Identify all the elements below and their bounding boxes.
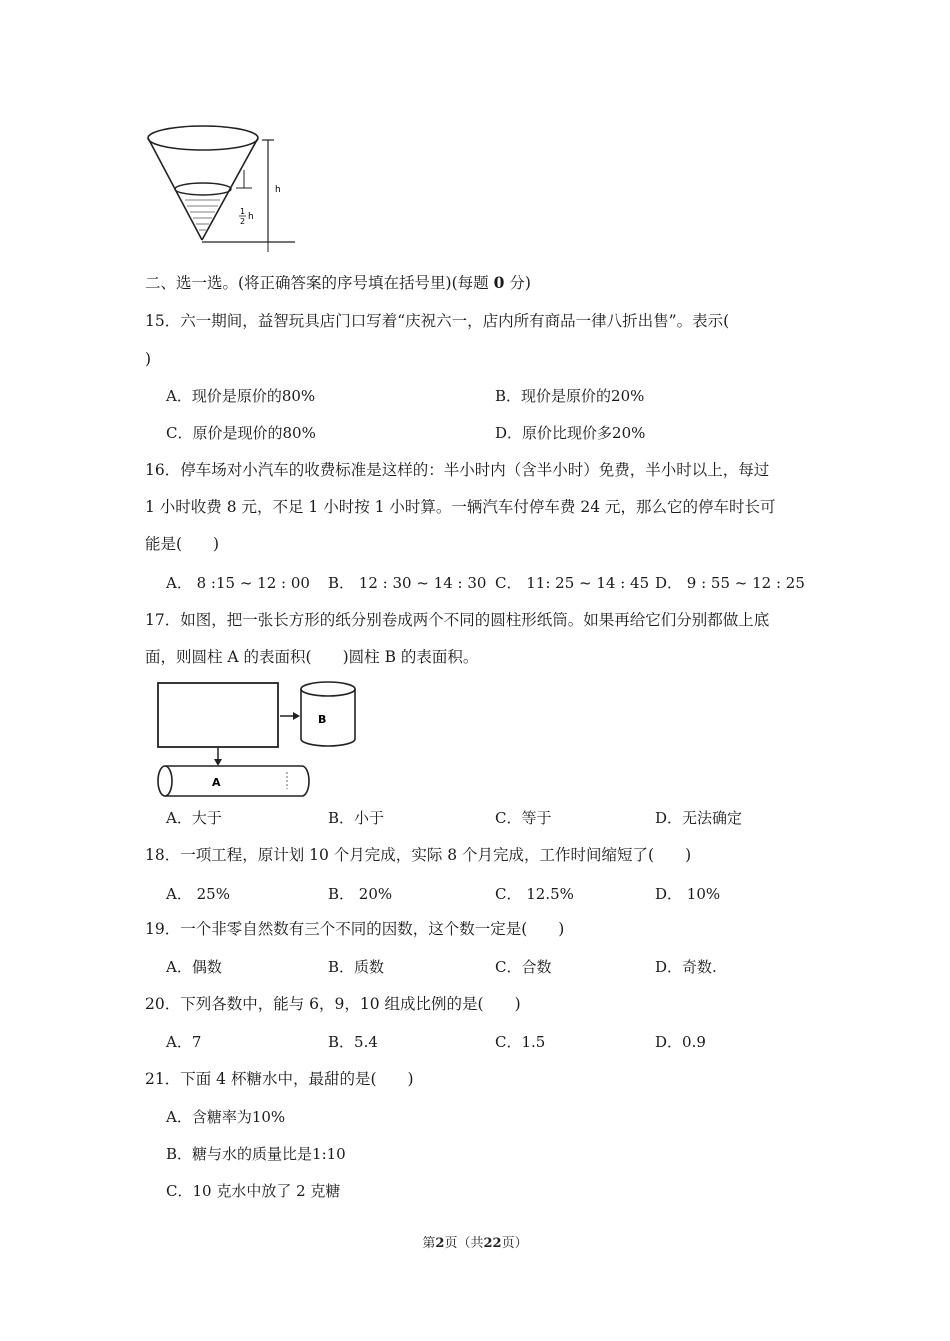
q18-option-a[interactable]: A． 25%	[166, 885, 230, 903]
label-half-den: 2	[240, 217, 246, 226]
water-surface-ellipse	[175, 183, 231, 195]
q20-option-b[interactable]: B．5.4	[328, 1033, 378, 1051]
q21-option-b[interactable]: B．糖与水的质量比是1:10	[166, 1145, 346, 1163]
q20-option-d[interactable]: D．0.9	[655, 1033, 706, 1051]
q15-option-a[interactable]: A．现价是原价的80%	[166, 387, 316, 405]
q18-option-b[interactable]: B． 20%	[328, 885, 393, 903]
question-15: 15．六一期间，益智玩具店门口写着“庆祝六一，店内所有商品一律八折出售”。表示(	[145, 312, 730, 330]
q21-option-c[interactable]: C．10 克水中放了 2 克糖	[166, 1182, 341, 1200]
page-footer: 第2页（共22页）	[422, 1236, 528, 1251]
q16-option-a[interactable]: A． 8 :15 ~ 12 : 00	[166, 574, 310, 592]
q20-option-a[interactable]: A．7	[166, 1033, 202, 1051]
q19-option-d[interactable]: D．奇数.	[655, 958, 717, 976]
question-19: 19．一个非零自然数有三个不同的因数，这个数一定是( )	[145, 920, 565, 938]
cone-figure	[140, 118, 300, 258]
cylinder-figure	[150, 677, 370, 803]
label-half-num: 1	[240, 207, 246, 216]
question-16-line3: 能是( )	[145, 535, 220, 553]
q15-option-c[interactable]: C．原价是现价的80%	[166, 424, 316, 442]
q17-option-d[interactable]: D．无法确定	[655, 809, 743, 827]
q16-option-c[interactable]: C． 11: 25 ~ 14 : 45	[495, 574, 650, 592]
q21-option-a[interactable]: A．含糖率为10%	[166, 1108, 286, 1126]
q16-option-d[interactable]: D． 9 : 55 ~ 12 : 25	[655, 574, 805, 592]
question-15-line2: )	[145, 350, 152, 368]
question-21: 21．下面 4 杯糖水中，最甜的是( )	[145, 1070, 414, 1088]
question-16-line2: 1 小时收费 8 元，不足 1 小时按 1 小时算。一辆汽车付停车费 24 元，那么它的停车时长可	[145, 498, 776, 516]
cone-right-side	[202, 138, 258, 240]
q18-option-d[interactable]: D． 10%	[655, 885, 721, 903]
q17-option-a[interactable]: A．大于	[166, 809, 222, 827]
cylinder-a	[158, 766, 309, 796]
q19-option-c[interactable]: C．合数	[495, 958, 552, 976]
section-title: 二、选一选。(将正确答案的序号填在括号里)(每题 0 分)	[145, 273, 531, 292]
q19-option-b[interactable]: B．质数	[328, 958, 385, 976]
q15-option-b[interactable]: B．现价是原价的20%	[495, 387, 645, 405]
cylinder-b-label: B	[318, 713, 327, 726]
q15-option-d[interactable]: D．原价比现价多20%	[495, 424, 646, 442]
q17-option-c[interactable]: C．等于	[495, 809, 552, 827]
water-hatching	[185, 200, 220, 230]
question-20: 20．下列各数中，能与 6，9，10 组成比例的是( )	[145, 995, 521, 1013]
cone-top-ellipse	[148, 126, 258, 150]
q17-option-b[interactable]: B．小于	[328, 809, 385, 827]
cylinder-b	[301, 682, 355, 746]
total-pages: 22	[483, 1236, 502, 1251]
label-half-var: h	[248, 212, 254, 222]
q19-option-a[interactable]: A．偶数	[166, 958, 222, 976]
question-16: 16．停车场对小汽车的收费标准是这样的：半小时内（含半小时）免费，半小时以上，每过	[145, 461, 770, 479]
question-17-line2: 面，则圆柱 A 的表面积( )圆柱 B 的表面积。	[145, 648, 479, 666]
cylinder-a-label: A	[212, 776, 221, 789]
q18-option-c[interactable]: C． 12.5%	[495, 885, 574, 903]
question-17: 17．如图，把一张长方形的纸分别卷成两个不同的圆柱形纸筒。如果再给它们分别都做上底	[145, 611, 770, 629]
current-page-number: 2	[435, 1236, 445, 1251]
paper-rectangle	[158, 683, 278, 747]
question-18: 18．一项工程，原计划 10 个月完成，实际 8 个月完成，工作时间缩短了( )	[145, 846, 692, 864]
section-score: 0	[493, 273, 505, 292]
q20-option-c[interactable]: C．1.5	[495, 1033, 546, 1051]
label-h: h	[275, 185, 281, 195]
q16-option-b[interactable]: B． 12 : 30 ~ 14 : 30	[328, 574, 487, 592]
